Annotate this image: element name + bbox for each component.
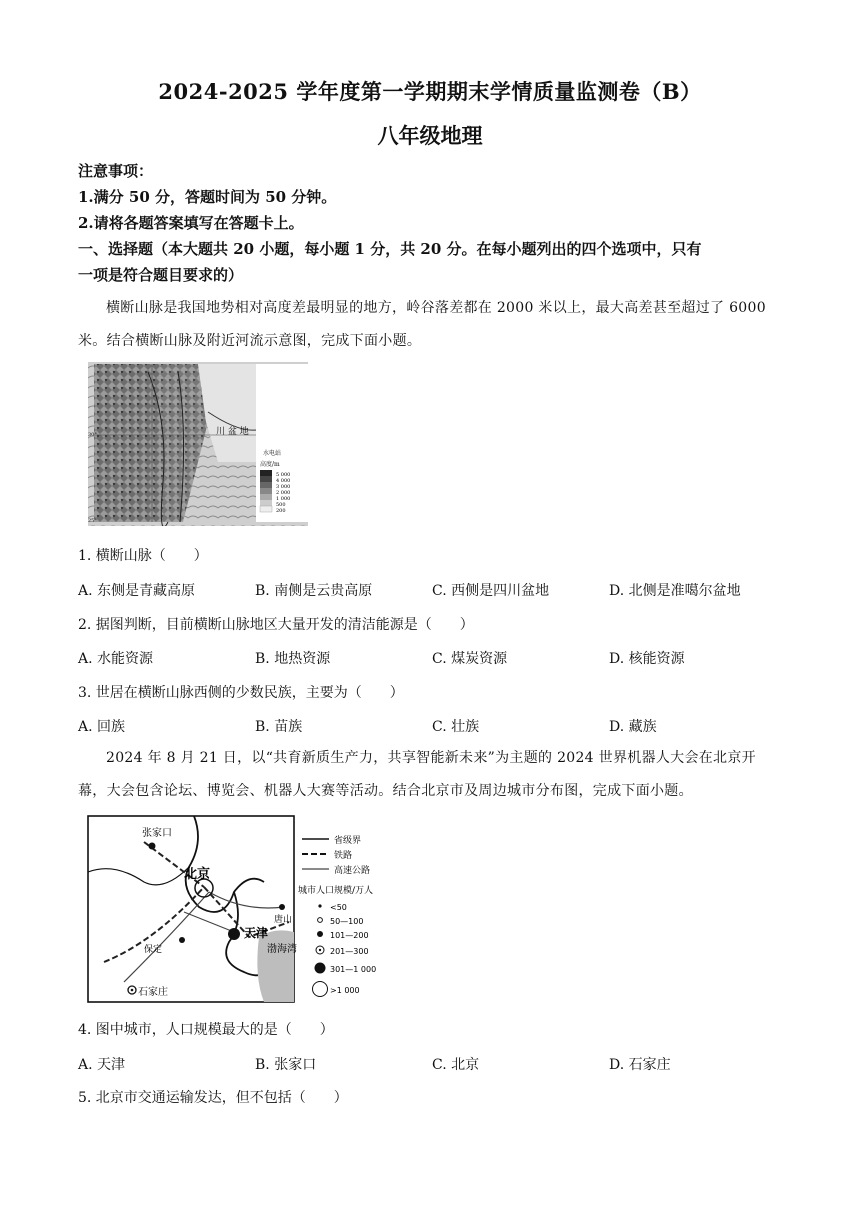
legend-pop-title: 城市人口规模/万人 (298, 886, 374, 896)
passage1-line1: 横断山脉是我国地势相对高度差最明显的地方，岭谷落差都在 2000 米以上，最大高差甚至超过了 6000 (106, 300, 766, 316)
question-4: 4. 图中城市，人口规模最大的是（ ） (78, 1022, 334, 1038)
baoding-label: 保定 (144, 945, 163, 955)
question-4-options (78, 1054, 788, 1074)
section-title-line2: 一项是符合题目要求的） (78, 266, 244, 284)
passage1-line2: 米。结合横断山脉及附近河流示意图，完成下面小题。 (78, 333, 422, 349)
notice-item-2: 2.请将各题答案填写在答题卡上。 (78, 214, 304, 232)
map2-legend (298, 834, 376, 997)
q2-option-a[interactable]: A. 水能资源 (78, 651, 154, 667)
hengduan-map (88, 362, 308, 526)
legend-railway: 铁路 (334, 851, 353, 861)
q1-option-c[interactable]: C. 西侧是四川盆地 (432, 583, 550, 599)
elev-label-2: 4 000 (276, 478, 291, 484)
passage2-line1: 2024 年 8 月 21 日，以“共育新质生产力，共享智能新未来”为主题的 2024 世界机器人大会在北京开 (106, 750, 756, 766)
height-unit: 高度/m (260, 461, 280, 468)
q1-option-d[interactable]: D. 北侧是准噶尔盆地 (609, 583, 741, 599)
q3-option-d[interactable]: D. 藏族 (609, 719, 657, 735)
question-2: 2. 据图判断，目前横断山脉地区大量开发的清洁能源是（ ） (78, 617, 474, 633)
shijiazhuang-label: 石家庄 (138, 987, 168, 998)
beijing-map (84, 812, 404, 1008)
question-3-options (78, 716, 788, 736)
zhangjiakou-dot (149, 843, 156, 850)
tangshan-dot (279, 904, 285, 910)
basin-label: 川 盆 地 (216, 427, 249, 437)
bohai-label: 渤海湾 (267, 944, 297, 955)
legend-size-5: 301—1 000 (330, 965, 377, 974)
question-1-options (78, 580, 788, 600)
q2-option-b[interactable]: B. 地热资源 (255, 651, 331, 667)
q4-option-c[interactable]: C. 北京 (432, 1057, 480, 1073)
legend-size-3: 101—200 (330, 931, 369, 940)
elev-label-4: 2 000 (276, 490, 291, 496)
legend-highway: 高速公路 (334, 866, 371, 876)
q4-option-d[interactable]: D. 石家庄 (609, 1057, 671, 1073)
elev-label-7: 200 (276, 508, 286, 514)
q3-option-a[interactable]: A. 回族 (78, 719, 126, 735)
exam-title: 2024-2025 学年度第一学期期末学情质量监测卷（B） (158, 79, 702, 104)
elev-label-5: 1 000 (276, 496, 291, 502)
question-1: 1. 横断山脉（ ） (78, 548, 208, 564)
q3-option-c[interactable]: C. 壮族 (432, 719, 480, 735)
beijing-label: 北京 (184, 867, 211, 882)
tianjin-label: 天津 (244, 926, 269, 940)
legend-size-4: 201—300 (330, 947, 369, 956)
legend-size-1: <50 (330, 903, 347, 912)
elev-label-6: 500 (276, 502, 286, 508)
notice-item-1: 1.满分 50 分，答题时间为 50 分钟。 (78, 188, 337, 206)
question-2-options (78, 648, 788, 668)
elev-label-3: 3 000 (276, 484, 291, 490)
baoding-dot (179, 937, 185, 943)
legend-border: 省级界 (334, 836, 362, 846)
q2-option-d[interactable]: D. 核能资源 (609, 651, 685, 667)
q1-option-b[interactable]: B. 南侧是云贵高原 (255, 583, 373, 599)
zhangjiakou-label: 张家口 (142, 828, 172, 839)
hydropower-legend: 水电站 (263, 450, 282, 457)
q1-option-a[interactable]: A. 东侧是青藏高原 (78, 583, 196, 599)
notice-heading: 注意事项： (78, 162, 154, 180)
lat-30-label: 30° (88, 432, 97, 438)
lat-25-label: 25° (88, 518, 97, 524)
elev-label-1: 5 000 (276, 472, 291, 478)
legend-size-2: 50—100 (330, 917, 364, 926)
q4-option-a[interactable]: A. 天津 (78, 1057, 126, 1073)
exam-subtitle: 八年级地理 (377, 123, 483, 148)
question-5: 5. 北京市交通运输发达，但不包括（ ） (78, 1090, 348, 1106)
tianjin-marker (228, 928, 240, 940)
legend-size-6: >1 000 (330, 986, 360, 995)
q2-option-c[interactable]: C. 煤炭资源 (432, 651, 508, 667)
question-3: 3. 世居在横断山脉西侧的少数民族，主要为（ ） (78, 685, 404, 701)
section-title-line1: 一、选择题（本大题共 20 小题，每小题 1 分，共 20 分。在每小题列出的四个选项中，只有 (78, 240, 702, 258)
q3-option-b[interactable]: B. 苗族 (255, 719, 303, 735)
q4-option-b[interactable]: B. 张家口 (255, 1057, 317, 1073)
tangshan-label: 唐山 (274, 915, 293, 925)
passage2-line2: 幕，大会包含论坛、博览会、机器人大赛等活动。结合北京市及周边城市分布图，完成下面小题。 (78, 783, 693, 799)
